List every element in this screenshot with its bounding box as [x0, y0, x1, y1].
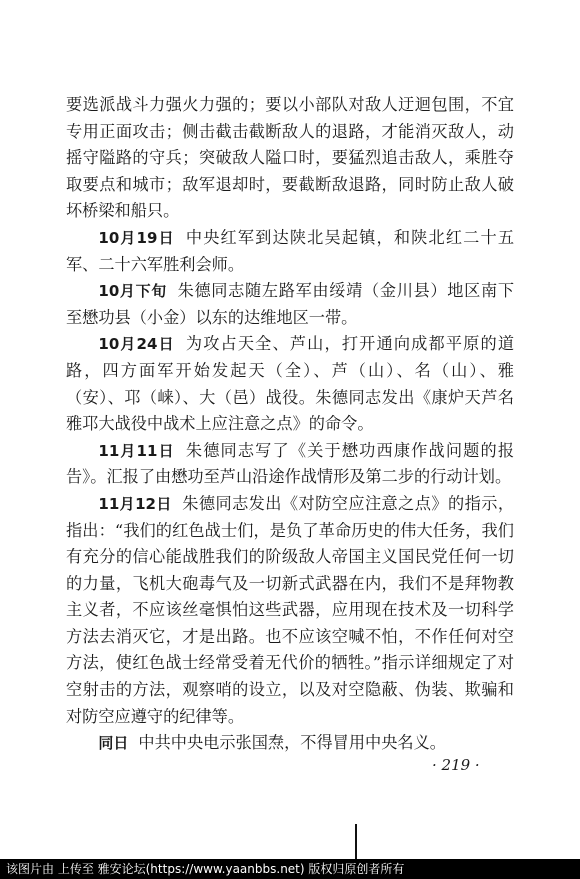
entry-text: 中共中央电示张国焘，不得冒用中央名义。 [138, 733, 446, 753]
entry-text: 为攻占天全、芦山，打开通向成都平原的道路，四方面军开始发起天（全）、芦（山）、名（山）、雅（安）、邛（崃）、大（邑）战役。朱德同志发出《康炉天芦名雅邛大战役中战术上应注意之点》的命令。 [66, 334, 515, 434]
page-body [66, 92, 514, 757]
entry-date: 同日 [98, 734, 129, 753]
chronology-entry [66, 438, 514, 491]
chronology-entry [66, 225, 514, 278]
entry-date: 11月12日 [98, 494, 172, 513]
paragraph-continuation [66, 92, 514, 225]
chronology-entry [66, 331, 514, 437]
entry-text: 中央红军到达陕北吴起镇，和陕北红二十五军、二十六军胜利会师。 [66, 227, 515, 274]
paragraph-text: 要选派战斗力强火力强的；要以小部队对敌人迂迴包围，不宜专用正面攻击；侧击截击截断敌人的退路，才能消灭敌人，动摇守隘路的守兵；突破敌人隘口时，要猛烈追击敌人，乘胜夺取要点和城市；敌军退却时，要截断敌退路，同时防止敌人破坏桥梁和船只。 [66, 95, 514, 221]
page-number: · 219 · [432, 756, 480, 774]
watermark-banner: 该图片由 上传至 雅安论坛(https://www.yaanbbs.net) 版权归原创者所有 [0, 859, 580, 879]
chronology-entry [66, 278, 514, 331]
entry-text: 朱德同志随左路军由绥靖（金川县）地区南下至懋功县（小金）以东的达维地区一带。 [66, 281, 515, 327]
entry-date: 10月24日 [98, 335, 175, 354]
entry-date: 10月19日 [98, 228, 175, 247]
chronology-entry [66, 491, 514, 730]
entry-date: 11月11日 [98, 441, 175, 460]
entry-text: 朱德同志写了《关于懋功西康作战问题的报告》。汇报了由懋功至芦山沿途作战情形及第二步的行动计划。 [66, 440, 515, 487]
entry-text: 朱德同志发出《对防空应注意之点》的指示，指出：“我们的红色战士们，是负了革命历史的伟大任务，我们有充分的信心能战胜我们的阶级敌人帝国主义国民党任何一切的力量，飞机大砲毒气及一切新式武器在内，我们不是拜物教主义者，不应该丝毫惧怕这些武器，应用现在技术及一切科学方法去消灭它，才是出路。也不应该空喊不怕，不作任何对空方法，使红色战士经常受着无代价的牺牲。”指示详细规定了对空射击的方法，观察哨的设立，以及对空隐蔽、伪装、欺骗和对防空应遵守的纪律等。 [66, 493, 515, 726]
chronology-entry [66, 730, 514, 757]
entry-date: 10月下旬 [98, 282, 167, 301]
